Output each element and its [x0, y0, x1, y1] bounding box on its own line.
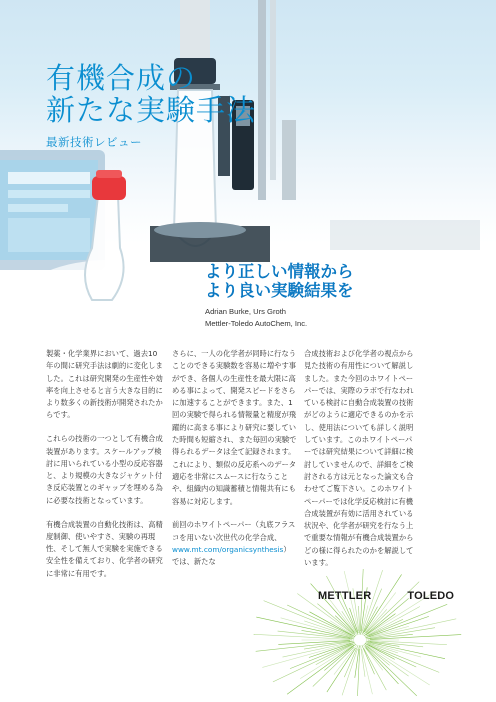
paragraph: さらに、一人の化学者が同時に行なうことのできる実験数を容易に増やす事ができ、各個人の生産性を最大限に高める事によって、開発スピードをさらに加速することができます。また、1回の実験で得られる情報量と精度が飛躍的に高まる事により研究に要していた時間も短縮され、また毎回の実験で得られるデータは全て記録されます。これにより、類似の反応系へのデータ適応を非常にスムースに行なうことや、組織内の知識蓄積と情報共有にも容易に対応します。	[172, 349, 297, 506]
paragraph	[172, 519, 297, 568]
tagline	[205, 262, 354, 300]
author-names: Adrian Burke, Urs Groth	[205, 307, 287, 316]
organicsynthesis-link[interactable]: www.mt.com/organicsynthesis	[172, 544, 284, 554]
author-affiliation: Mettler-Toledo AutoChem, Inc.	[205, 318, 308, 328]
text-column-3	[304, 348, 416, 581]
paragraph: 合成技術および化学者の視点から見た技術の有用性について解説しました。また今回のホワイトペーパーでは、実際のラボで行なわれている検討に自動合成装置の技術がどのように適応できるのかを示し、使用法についても詳しく説明しています。このホワイトペーパーでは研究結果について詳細に検討していませんので、詳細をご検討される方は元となった論文も合わせてご覧下さい。このホワイトペーパーでは化学反応検討に有機合成装置が有効に活用されている状況や、化学者が研究を行なう上で重要な情報が有機合成装置からどの様に得られたのかを解説しています。	[304, 349, 414, 568]
logo-word-right: TOLEDO	[407, 590, 455, 602]
authors	[205, 306, 307, 329]
page-title	[46, 62, 256, 126]
text-column-1	[46, 348, 164, 592]
tagline-line: より良い実験結果を	[205, 281, 354, 300]
page-title-line: 有機合成の	[46, 61, 197, 95]
paragraph-text: ）では、新たな	[172, 544, 291, 567]
paragraph-text: 前回のホワイトペーパー（丸底フラスコを用いない次世代の化学合成、	[172, 520, 296, 542]
mettler-toledo-logo	[318, 590, 454, 602]
tagline-line: より正しい情報から	[205, 262, 354, 281]
paragraph: 有機合成装置の自動化技術は、高精度制御、使いやすさ、実験の再現性、そして無人で実験を実施できる安全性を備えており、化学者の研究に非常に有用です。	[46, 519, 163, 578]
paragraph: これらの技術の一つとして有機合成装置があります。スケールアップ検討に用いられている小型の反応容器と、より規模の大きなジャケット付き反応装置とのギャップを埋める為に必要な技術となっています。	[46, 434, 163, 505]
text-column-2	[172, 348, 297, 580]
paragraph: 製薬・化学業界において、過去10年の間に研究手法は劇的に変化しました。これは研究開発の生産性や効率を向上させると言う大きな目的により数多くの新技術が開発されたからです。	[46, 349, 163, 420]
page-subtitle: 最新技術レビュー	[46, 135, 142, 149]
page-title-line: 新たな実験手法	[46, 93, 257, 127]
logo-word-left: METTLER	[318, 590, 372, 602]
